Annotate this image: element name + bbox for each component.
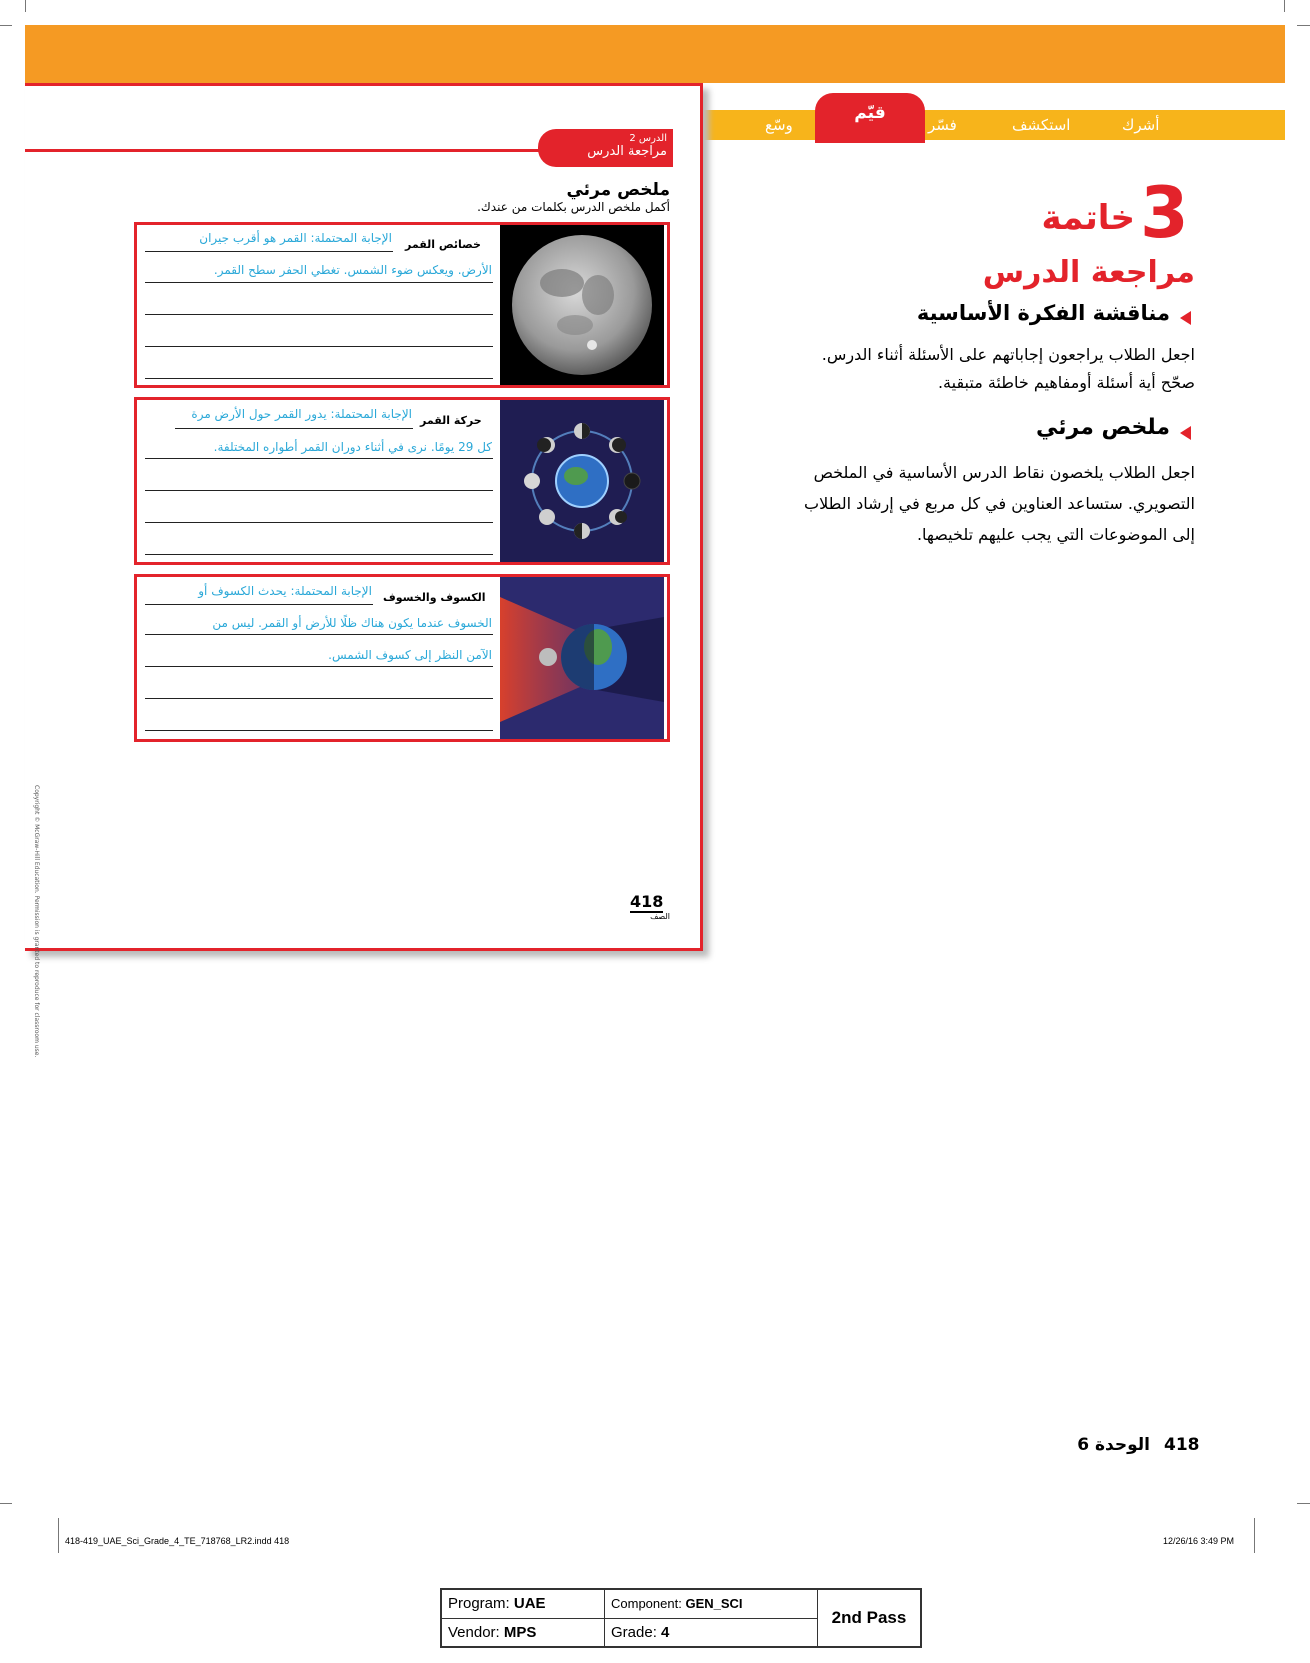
write-line	[145, 604, 373, 605]
tab-explain[interactable]: فسّر	[928, 116, 957, 134]
triangle-bullet-icon	[1180, 311, 1191, 325]
page-number: 418	[1164, 1435, 1200, 1455]
vendor-value: MPS	[503, 1623, 537, 1641]
lesson-tab	[538, 129, 673, 167]
answer-line: الإجابة المحتملة: يدور القمر حول الأرض مرة	[191, 407, 412, 421]
header-band	[25, 25, 1285, 83]
paragraph-line: اجعل الطلاب يلخصون نقاط الدرس الأساسية في الملخص	[813, 463, 1195, 482]
program-label: Program:	[448, 1595, 510, 1613]
vendor-label: Vendor:	[448, 1623, 500, 1641]
student-page-caption: الصف	[650, 912, 670, 921]
crop-mark	[1297, 1503, 1310, 1504]
answer-line: الخسوف عندما يكون هناك ظلًا للأرض أو القمر. ليس من	[212, 616, 492, 630]
program-value: UAE	[513, 1595, 546, 1613]
crop-mark	[1254, 1518, 1255, 1553]
box-title-moon-motion: حركة القمر	[420, 414, 482, 427]
paragraph-line: صحّح أية أسئلة أومفاهيم خاطئة متبقية.	[937, 373, 1195, 392]
write-line	[145, 698, 493, 699]
crop-mark	[1297, 25, 1310, 26]
component-value: GEN_SCI	[685, 1596, 743, 1612]
visual-summary-teacher-heading: ملخص مرئي	[1036, 415, 1170, 440]
job-info-table	[440, 1588, 922, 1648]
eclipse-image	[500, 577, 664, 739]
write-line	[145, 314, 493, 315]
write-line	[145, 634, 493, 635]
write-line	[145, 730, 493, 731]
unit-label: الوحدة 6	[1077, 1435, 1150, 1455]
crop-mark	[1284, 0, 1285, 12]
main-idea-heading: مناقشة الفكرة الأساسية	[916, 301, 1170, 325]
review-title: مراجعة الدرس	[982, 255, 1195, 290]
answer-line: كل 29 يومًا. نرى في أثناء دوران القمر أطواره المختلفة.	[213, 440, 492, 454]
lesson-tab-rule	[25, 149, 540, 152]
answer-line: الآمن النظر إلى كسوف الشمس.	[328, 648, 492, 662]
visual-summary-instruction: أكمل ملخص الدرس بكلمات من عندك.	[477, 200, 670, 214]
write-line	[145, 490, 493, 491]
write-line	[145, 522, 493, 523]
box-title-moon-properties: خصائص القمر	[405, 238, 481, 251]
write-line	[145, 282, 493, 283]
crop-mark	[0, 1503, 12, 1504]
tab-explore[interactable]: استكشف	[1012, 116, 1071, 134]
paragraph-line: إلى الموضوعات التي يجب عليهم تلخيصها.	[916, 525, 1195, 544]
crop-mark	[58, 1518, 59, 1553]
component-label: Component:	[611, 1596, 682, 1612]
answer-line: الإجابة المحتملة: القمر هو أقرب جيران	[199, 231, 392, 245]
full-moon-image	[500, 225, 664, 385]
tab-elaborate[interactable]: وسّع	[765, 116, 793, 134]
write-line	[145, 554, 493, 555]
write-line	[145, 666, 493, 667]
paragraph-line: التصويري. ستساعد العناوين في كل مربع في إرشاد الطلاب	[804, 494, 1195, 513]
tab-engage[interactable]: أشرك	[1122, 116, 1160, 134]
lesson-title: مراجعة الدرس	[587, 144, 667, 159]
slug-filename: 418-419_UAE_Sci_Grade_4_TE_718768_LR2.indd 418	[65, 1536, 290, 1546]
answer-line: الإجابة المحتملة: يحدث الكسوف أو	[198, 584, 372, 598]
write-line	[145, 458, 493, 459]
grade-label: Grade:	[611, 1623, 657, 1641]
visual-summary-teacher-text	[760, 457, 1195, 550]
step-number: 3	[1140, 172, 1189, 254]
grade-value: 4	[661, 1623, 670, 1641]
crop-mark	[25, 0, 26, 12]
lesson-label: الدرس 2	[629, 133, 667, 144]
section-title: خاتمة	[1041, 198, 1135, 238]
moon-phases-image	[500, 400, 664, 562]
tab-evaluate[interactable]: قيّم	[815, 93, 925, 143]
answer-line: الأرض. ويعكس ضوء الشمس. تغطي الحفر سطح القمر.	[213, 263, 492, 277]
paragraph-line: اجعل الطلاب يراجعون إجاباتهم على الأسئلة أثناء الدرس.	[821, 345, 1195, 364]
student-page-number: 418	[630, 892, 664, 911]
copyright-note: Copyright © McGraw-Hill Education. Permission is granted to reproduce for classroom use.	[33, 785, 40, 1058]
main-idea-text	[760, 341, 1195, 397]
write-line	[145, 378, 493, 379]
pass-label: 2nd Pass	[818, 1589, 922, 1647]
box-title-eclipses: الكسوف والخسوف	[383, 591, 486, 604]
write-line	[145, 251, 393, 252]
write-line	[145, 346, 493, 347]
visual-summary-heading: ملخص مرئي	[566, 180, 670, 200]
slug-date: 12/26/16 3:49 PM	[1163, 1536, 1235, 1546]
crop-mark	[0, 25, 12, 26]
triangle-bullet-icon	[1180, 426, 1191, 440]
write-line	[175, 428, 413, 429]
